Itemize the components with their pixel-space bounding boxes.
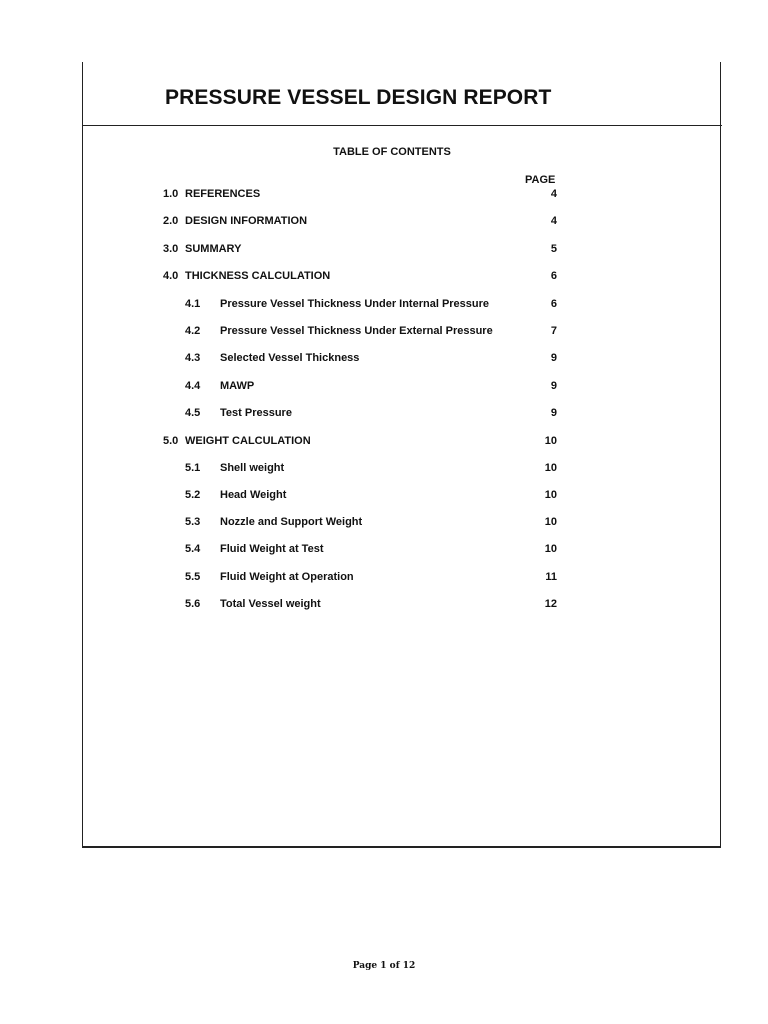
toc-entry-label: Fluid Weight at Operation xyxy=(220,571,354,583)
toc-entry-page: 10 xyxy=(544,543,557,555)
toc-entry-page: 10 xyxy=(544,462,557,474)
toc-entry-5-4 xyxy=(0,543,768,557)
toc-entry-number: 5.2 xyxy=(185,489,201,501)
toc-entry-label: DESIGN INFORMATION xyxy=(185,215,308,227)
toc-entry-page: 4 xyxy=(550,188,557,200)
toc-entry-number: 5.0 xyxy=(163,435,179,447)
page-footer: Page 1 of 12 xyxy=(352,961,416,971)
toc-entry-label: Pressure Vessel Thickness Under Internal Pressure xyxy=(220,298,490,310)
toc-entry-page: 10 xyxy=(544,516,557,528)
title-divider xyxy=(82,125,722,126)
toc-entry-label: Pressure Vessel Thickness Under External Pressure xyxy=(220,325,493,337)
toc-entry-number: 5.5 xyxy=(185,571,201,583)
toc-entry-label: THICKNESS CALCULATION xyxy=(185,270,331,282)
toc-entry-page: 12 xyxy=(544,598,557,610)
toc-entry-4-4 xyxy=(0,380,768,394)
toc-entry-page: 10 xyxy=(544,489,557,501)
toc-entry-5-5 xyxy=(0,571,768,585)
report-title: PRESSURE VESSEL DESIGN REPORT xyxy=(165,86,552,109)
toc-entry-number: 4.0 xyxy=(163,270,179,282)
toc-entry-3-0 xyxy=(0,243,768,257)
toc-entry-5-6 xyxy=(0,598,768,612)
toc-entry-4-0 xyxy=(0,270,768,284)
toc-entry-number: 1.0 xyxy=(163,188,179,200)
toc-entry-label: Fluid Weight at Test xyxy=(220,543,324,555)
page-column-label: PAGE xyxy=(525,174,556,186)
toc-heading: TABLE OF CONTENTS xyxy=(333,146,451,158)
toc-entry-label: Nozzle and Support Weight xyxy=(220,516,363,528)
toc-entry-4-2 xyxy=(0,325,768,339)
toc-entry-5-1 xyxy=(0,462,768,476)
toc-entry-label: Head Weight xyxy=(220,489,287,501)
toc-entry-page: 5 xyxy=(550,243,557,255)
toc-entry-5-2 xyxy=(0,489,768,503)
toc-entry-number: 2.0 xyxy=(163,215,179,227)
toc-entry-number: 5.4 xyxy=(185,543,201,555)
toc-entry-label: Selected Vessel Thickness xyxy=(220,352,360,364)
toc-entry-page: 6 xyxy=(550,270,557,282)
toc-entry-number: 5.1 xyxy=(185,462,201,474)
toc-entry-page: 10 xyxy=(544,435,557,447)
toc-entry-label: WEIGHT CALCULATION xyxy=(185,435,311,447)
toc-entry-number: 4.5 xyxy=(185,407,201,419)
toc-entry-page: 6 xyxy=(550,298,557,310)
toc-entry-label: Test Pressure xyxy=(220,407,292,419)
toc-entry-number: 5.6 xyxy=(185,598,201,610)
toc-entry-5-3 xyxy=(0,516,768,530)
toc-entry-label: MAWP xyxy=(220,380,255,392)
toc-entry-number: 5.3 xyxy=(185,516,201,528)
toc-entry-1-0 xyxy=(0,188,768,202)
toc-entry-page: 9 xyxy=(550,407,557,419)
toc-entry-number: 4.3 xyxy=(185,352,201,364)
toc-entry-page: 11 xyxy=(545,571,557,583)
toc-entry-number: 4.2 xyxy=(185,325,201,337)
toc-entry-label: Total Vessel weight xyxy=(220,598,321,610)
toc-entry-number: 4.1 xyxy=(185,298,201,310)
toc-entry-2-0 xyxy=(0,215,768,229)
toc-entry-page: 9 xyxy=(550,380,557,392)
toc-entry-label: Shell weight xyxy=(220,462,285,474)
toc-entry-page: 9 xyxy=(550,352,557,364)
toc-entry-4-3 xyxy=(0,352,768,366)
toc-entry-label: REFERENCES xyxy=(185,188,261,200)
toc-entry-number: 4.4 xyxy=(185,380,201,392)
toc-entry-label: SUMMARY xyxy=(185,243,242,255)
toc-entry-number: 3.0 xyxy=(163,243,179,255)
toc-entry-page: 7 xyxy=(550,325,557,337)
toc-entry-4-5 xyxy=(0,407,768,421)
report-frame xyxy=(82,62,721,848)
toc-entry-4-1 xyxy=(0,298,768,312)
toc-entry-page: 4 xyxy=(550,215,557,227)
toc-entry-5-0 xyxy=(0,435,768,449)
